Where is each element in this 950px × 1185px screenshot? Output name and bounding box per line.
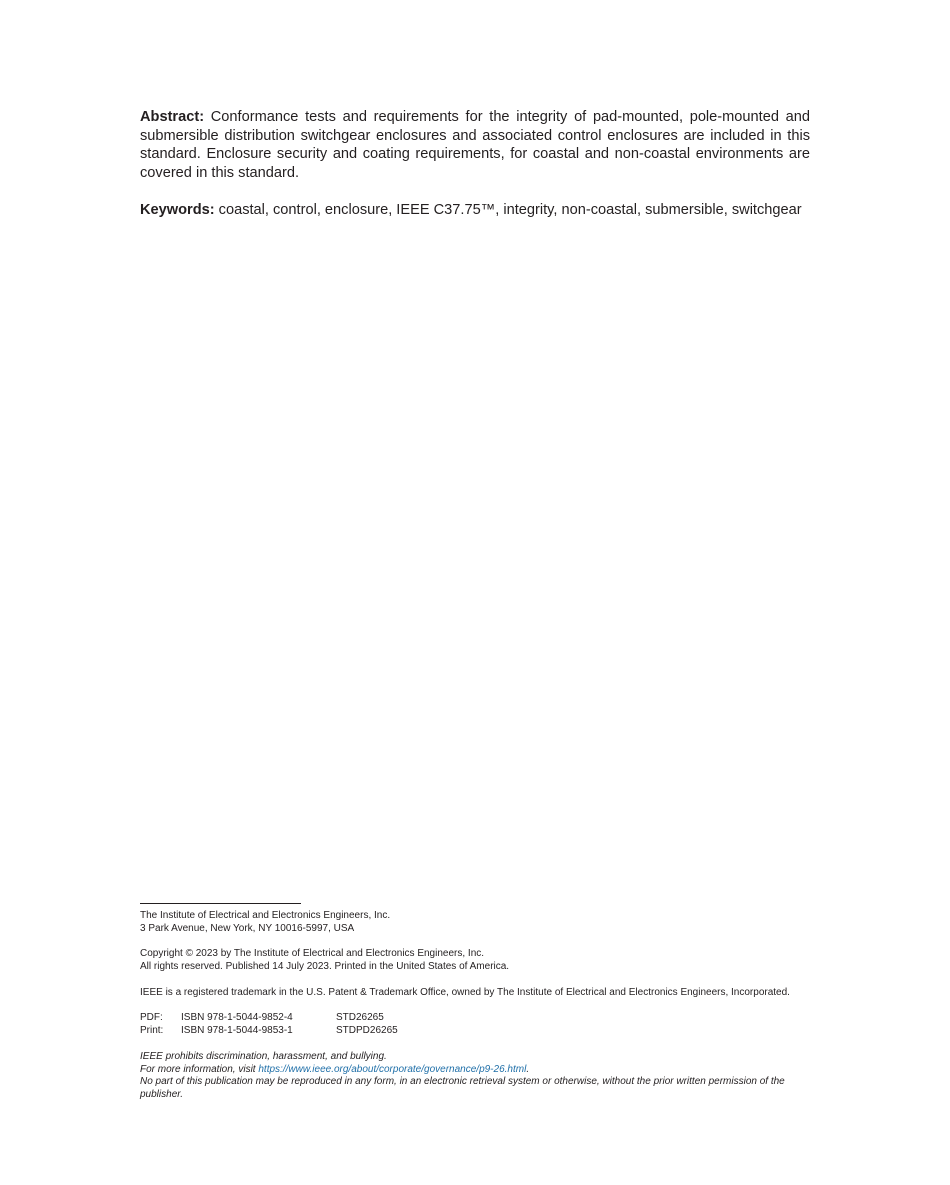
abstract-label: Abstract: [140, 109, 205, 125]
reproduction-notice: No part of this publication may be reproduced in any form, in an electronic retrieval system or otherwise, without the prior written permission of the publisher. [140, 1076, 785, 1101]
keywords-label: Keywords: [140, 202, 215, 219]
more-info-prefix: For more information, visit [140, 1063, 259, 1075]
more-info-suffix: . [526, 1063, 530, 1075]
abstract-section [140, 108, 810, 220]
isbn-number: ISBN 978-1-5044-9853-1 [181, 1025, 293, 1037]
keywords-paragraph [140, 201, 810, 220]
more-info-line [140, 1064, 812, 1077]
isbn-table [140, 1012, 812, 1038]
isbn-row-print [140, 1025, 812, 1038]
trademark-notice: IEEE is a registered trademark in the U.S. Patent & Trademark Office, owned by The Institute of Electrical and Electronics Engineers, Incorporated. [140, 986, 790, 998]
rights-line: All rights reserved. Published 14 July 2023. Printed in the United States of America. [140, 961, 510, 973]
isbn-row-pdf [140, 1012, 812, 1025]
publisher-name: The Institute of Electrical and Electronics Engineers, Inc. [140, 910, 391, 921]
abstract-text: Conformance tests and requirements for the integrity of pad-mounted, pole-mounted and submersible distribution switchgear enclosures and associated control enclosures are included in this standard. Enclosure security and coating requirements, for coastal and non-coastal environments are covered in this standard. [140, 109, 810, 181]
footnote-divider [140, 903, 301, 904]
abstract-paragraph [140, 108, 810, 182]
isbn-format: PDF: [140, 1012, 163, 1024]
isbn-number: ISBN 978-1-5044-9852-4 [181, 1012, 293, 1024]
copyright-line: Copyright © 2023 by The Institute of Electrical and Electronics Engineers, Inc. [140, 948, 485, 960]
publisher-address: 3 Park Avenue, New York, NY 10016-5997, USA [140, 922, 355, 934]
isbn-code: STD26265 [336, 1012, 384, 1024]
governance-link[interactable]: https://www.ieee.org/about/corporate/governance/p9-26.html [258, 1063, 527, 1075]
isbn-format: Print: [140, 1025, 164, 1037]
publication-footer [140, 910, 812, 1102]
policy-line: IEEE prohibits discrimination, harassment, and bullying. [140, 1050, 387, 1062]
isbn-code: STDPD26265 [336, 1025, 398, 1037]
keywords-text: coastal, control, enclosure, IEEE C37.75™, integrity, non-coastal, submersible, switchgear [214, 202, 802, 219]
